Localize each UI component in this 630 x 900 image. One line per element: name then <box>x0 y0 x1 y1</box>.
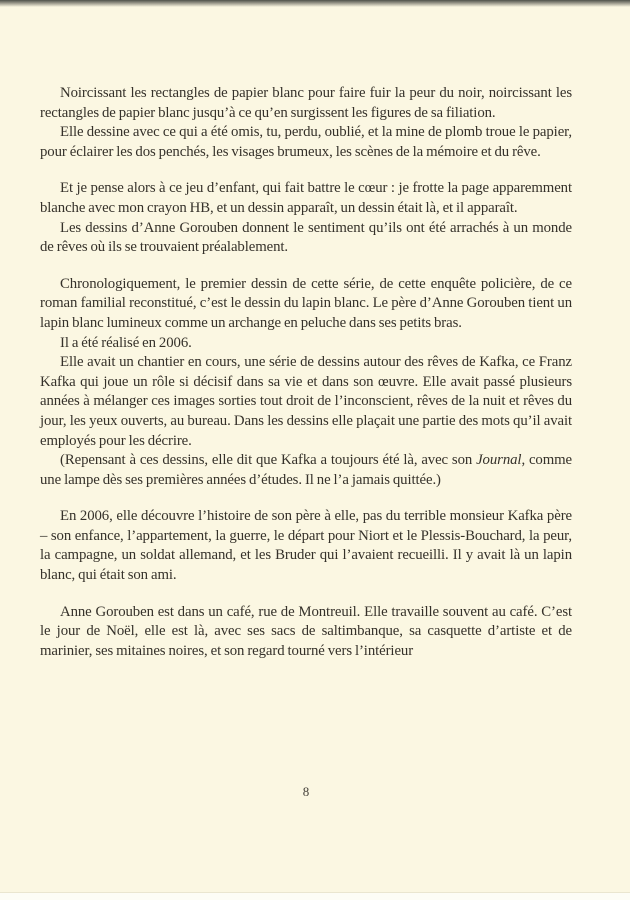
paragraph: Il a été réalisé en 2006. <box>60 334 192 351</box>
paragraph: Et je pense alors à ce jeu d’enfant, qui fait battre le cœur : je frotte la page apparemment blanche avec mon crayon HB, et un dessin apparaît, un dessin était là, et il apparaît. <box>40 180 572 216</box>
paragraph-text: , comme une lampe dès ses premières années d’études. Il ne l’a jamais quittée.) <box>40 452 572 488</box>
page-number: 8 <box>302 784 310 799</box>
paragraph-group <box>40 603 572 662</box>
page-text-body <box>40 84 572 661</box>
paragraph: Elle dessine avec ce qui a été omis, tu, perdu, oublié, et la mine de plomb troue le papier, pour éclairer les dos penchés, les visages brumeux, les scènes de la mémoire et du rêve. <box>40 124 572 160</box>
paragraph <box>40 451 572 490</box>
italic-book-title: Journal <box>476 452 522 469</box>
paragraph: Chronologiquement, le premier dessin de cette série, de cette enquête policière, de ce roman familial reconstitué, c’est le dessin du lapin blanc. Le père d’Anne Gorouben tient un lapin blanc lumineux comme un archange en peluche dans ses petits bras. <box>40 275 572 331</box>
page-top-edge-shadow <box>0 0 630 7</box>
paragraph-group <box>40 507 572 585</box>
paragraph: Anne Gorouben est dans un café, rue de Montreuil. Elle travaille souvent au café. C’est le jour de Noël, elle est là, avec ses sacs de saltimbanque, sa casquette d’artiste et de marinier, ses mitaines noires, et son regard tourné vers l’intérieur <box>40 603 572 659</box>
paragraph: En 2006, elle découvre l’histoire de son père à elle, pas du terrible monsieur Kafka père – son enfance, l’appartement, la guerre, le départ pour Niort et le Plessis-Bouchard, la peur, la campagne, un soldat allemand, et les Bruder qui l’avaient recueilli. Il y avait là un lapin blanc, qui était son ami. <box>40 508 572 584</box>
paragraph-group <box>40 179 572 257</box>
page-bottom-edge <box>0 893 630 900</box>
paragraph: Les dessins d’Anne Gorouben donnent le sentiment qu’ils ont été arrachés à un monde de rêves où ils se trouvaient préalablement. <box>40 219 572 256</box>
paragraph: Elle avait un chantier en cours, une série de dessins autour des rêves de Kafka, ce Franz Kafka qui joue un rôle si décisif dans sa vie et dans son œuvre. Elle avait passé plusieurs années à mélanger ces images sorties tout droit de l’inconscient, rêves de la nuit et rêves du jour, les yeux ouverts, au bureau. Dans les dessins elle plaçait une partie des mots qu’il avait employés pour les décrire. <box>40 354 572 449</box>
paragraph-text: (Repensant à ces dessins, elle dit que Kafka a toujours été là, avec son <box>60 452 477 469</box>
paragraph: Noircissant les rectangles de papier blanc pour faire fuir la peur du noir, noircissant les rectangles de papier blanc jusqu’à ce qu’en surgissent les figures de sa filiation. <box>40 85 572 121</box>
paragraph-group <box>40 84 572 162</box>
paragraph-group <box>40 275 572 491</box>
page-footer <box>40 784 572 800</box>
